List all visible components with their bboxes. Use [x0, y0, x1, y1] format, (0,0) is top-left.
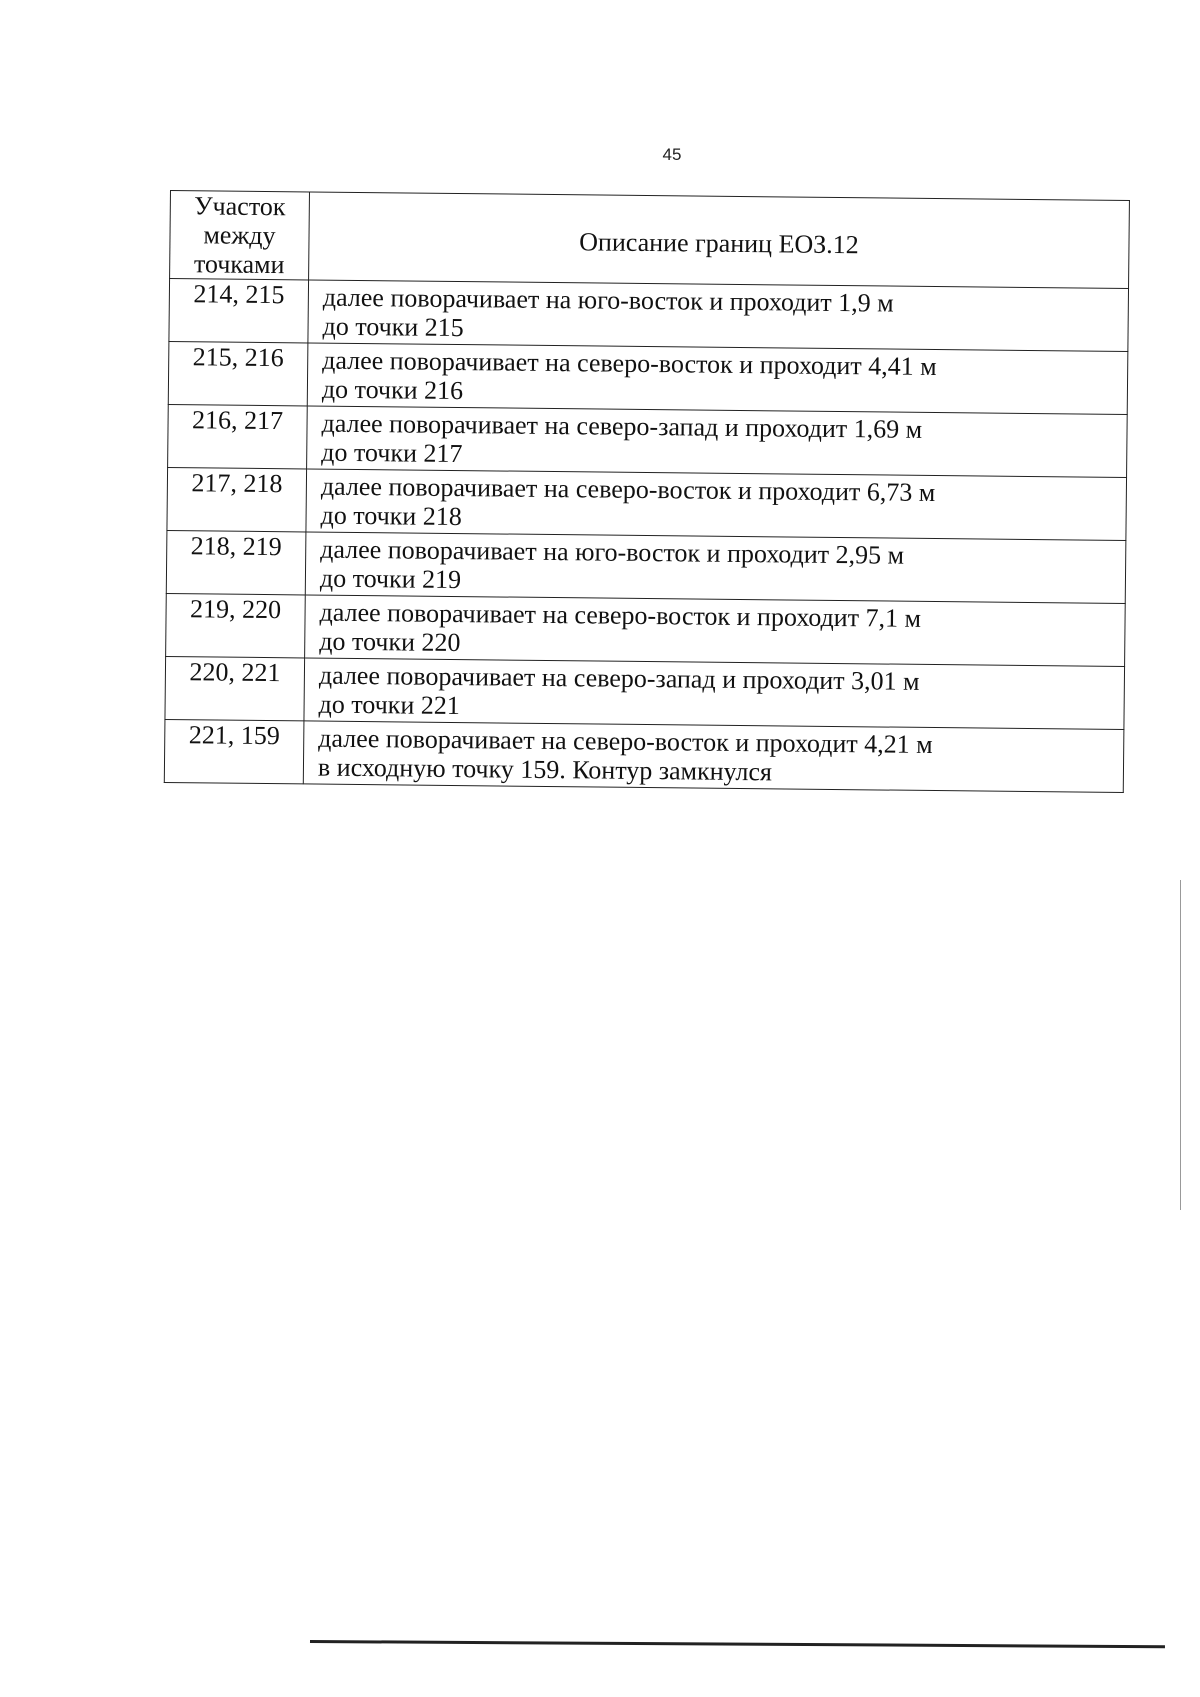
- segment-cell: 220, 221: [165, 656, 305, 720]
- page-number: 45: [662, 145, 682, 164]
- description-line: до точки 218: [320, 500, 462, 532]
- description-line: далее поворачивает на северо-восток и проходит 6,73 м: [320, 471, 936, 508]
- table-row: [165, 656, 1125, 729]
- description-cell: [305, 532, 1126, 604]
- segment-cell: 214, 215: [169, 279, 309, 343]
- segment-cell: 216, 217: [168, 404, 308, 468]
- segment-cell: 221, 159: [164, 719, 304, 783]
- table-row: [167, 467, 1127, 540]
- description-cell: [303, 721, 1124, 793]
- table-row: [166, 593, 1126, 666]
- segment-header-line: точками: [193, 249, 285, 280]
- description-cell: [308, 280, 1129, 352]
- description-line: в исходную точку 159. Контур замкнулся: [317, 752, 773, 787]
- table-row: [169, 279, 1129, 352]
- footer-divider: [310, 1640, 1165, 1648]
- description-line: до точки 219: [319, 563, 462, 595]
- description-line: далее поворачивает на северо-восток и проходит 4,21 м: [318, 723, 933, 760]
- table-row: [168, 404, 1128, 477]
- description-line: до точки 220: [319, 626, 461, 658]
- scan-margin-line: [1180, 880, 1181, 1210]
- segment-cell: 219, 220: [166, 593, 306, 657]
- description-cell: [307, 343, 1128, 415]
- description-cell: [307, 406, 1128, 478]
- table-row: [164, 719, 1124, 792]
- description-line: до точки 215: [322, 311, 464, 343]
- table-row: [168, 341, 1128, 414]
- description-cell: [304, 658, 1125, 730]
- description-line: до точки 221: [318, 689, 460, 721]
- description-cell: [305, 595, 1126, 667]
- segment-column-header: [170, 191, 310, 280]
- description-line: далее поворачивает на северо-запад и проходит 1,69 м: [321, 408, 923, 444]
- table-header-row: [170, 191, 1130, 289]
- description-line: далее поворачивает на северо-восток и проходит 7,1 м: [319, 597, 922, 633]
- boundary-description-table: [164, 190, 1130, 793]
- description-line: далее поворачивает на юго-восток и проходит 2,95 м: [320, 534, 905, 570]
- table-row: [166, 530, 1126, 603]
- segment-cell: 218, 219: [166, 530, 306, 594]
- description-line: далее поворачивает на северо-восток и проходит 4,41 м: [322, 345, 937, 382]
- description-cell: [306, 469, 1127, 541]
- segment-cell: 217, 218: [167, 467, 307, 531]
- segment-header-line: между: [203, 220, 276, 251]
- segment-header-line: Участок: [194, 191, 286, 222]
- segment-cell: 215, 216: [168, 341, 308, 405]
- description-line: далее поворачивает на северо-запад и проходит 3,01 м: [318, 660, 920, 696]
- description-line: до точки 217: [321, 437, 463, 469]
- description-line: до точки 216: [321, 374, 464, 406]
- description-column-header: Описание границ ЕОЗ.12: [309, 192, 1130, 289]
- description-line: далее поворачивает на юго-восток и проходит 1,9 м: [322, 282, 894, 318]
- boundary-table-container: [164, 190, 1142, 793]
